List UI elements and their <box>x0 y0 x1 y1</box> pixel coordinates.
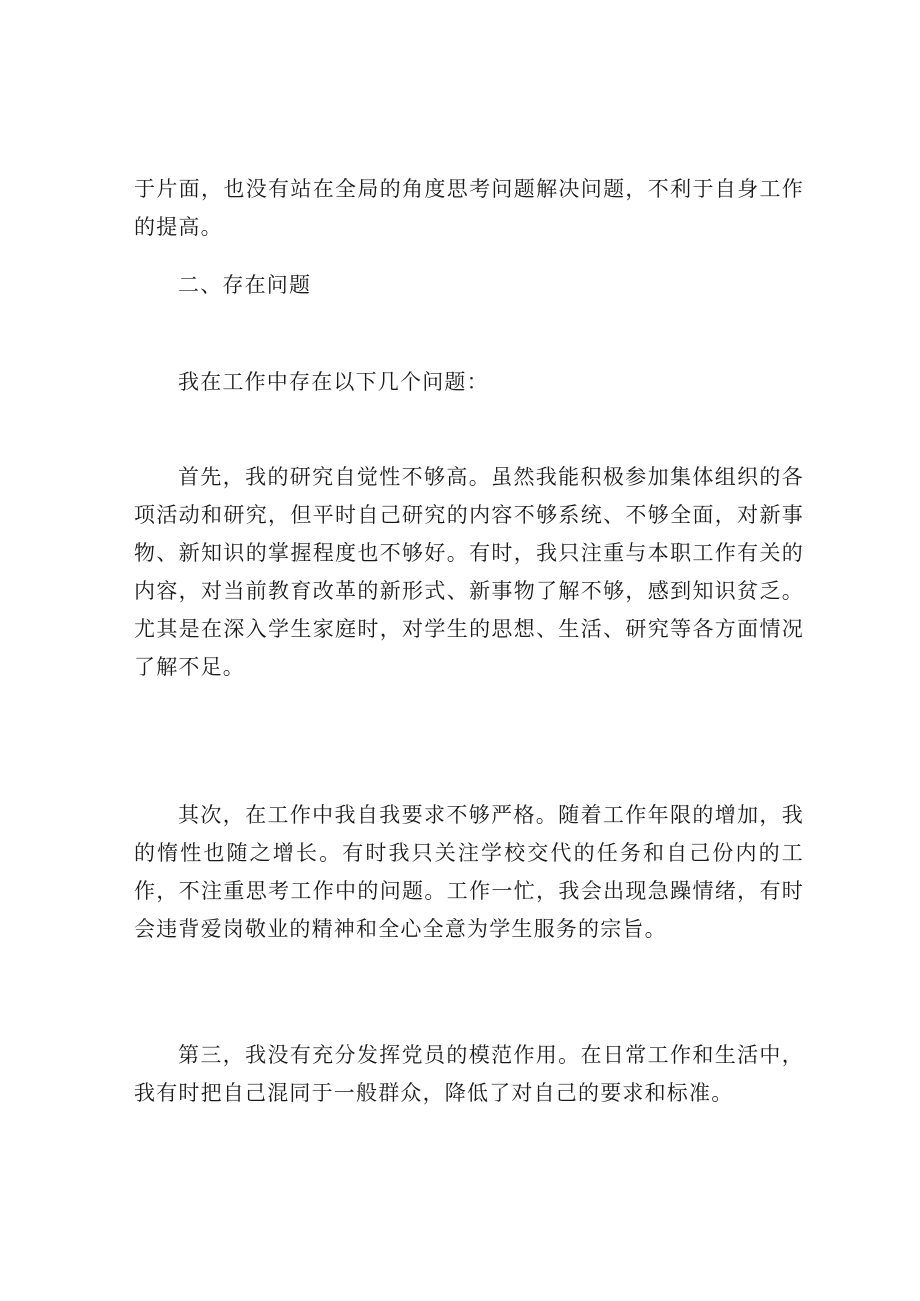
section-heading: 二、存在问题 <box>178 273 312 297</box>
intro-paragraph: 我在工作中存在以下几个问题： <box>178 370 489 394</box>
paragraph-third: 第三，我没有充分发挥党员的模范作用。在日常工作和生活中，我有时把自己混同于一般群众，降低了对自己的要求和标准。 <box>134 1043 804 1105</box>
paragraph-second: 其次，在工作中我自我要求不够严格。随着工作年限的增加，我的惰性也随之增长。有时我只关注学校交代的任务和自己份内的工作，不注重思考工作中的问题。工作一忙，我会出现急躁情绪，有时会违背爱岗敬业的精神和全心全意为学生服务的宗旨。 <box>134 803 804 941</box>
paragraph-first: 首先，我的研究自觉性不够高。虽然我能积极参加集体组织的各项活动和研究，但平时自己研究的内容不够系统、不够全面，对新事物、新知识的掌握程度也不够好。有时，我只注重与本职工作有关的内容，对当前教育改革的新形式、新事物了解不够，感到知识贫乏。尤其是在深入学生家庭时，对学生的思想、生活、研究等各方面情况了解不足。 <box>134 465 804 679</box>
continuation-paragraph: 于片面，也没有站在全局的角度思考问题解决问题，不利于自身工作的提高。 <box>134 177 804 239</box>
